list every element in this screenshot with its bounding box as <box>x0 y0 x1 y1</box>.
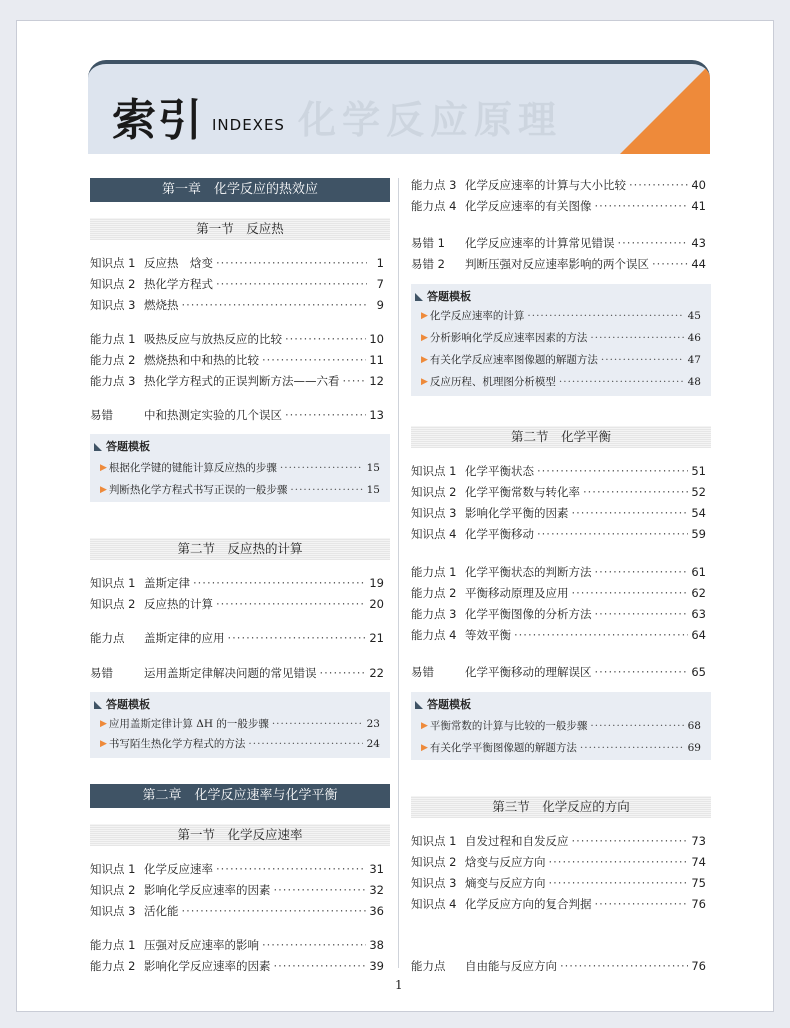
entry-title: 化学平衡状态的判断方法 <box>465 565 592 579</box>
entry-label: 能力点 <box>90 631 125 645</box>
toc-entry[interactable] <box>90 353 384 367</box>
entry-label: 知识点 4 <box>411 527 457 541</box>
toc-entry[interactable] <box>90 904 384 918</box>
template-entry[interactable] <box>100 484 380 497</box>
chapter-1-heading: 第一章 化学反应的热效应 <box>90 178 390 202</box>
template-page: 24 <box>366 738 380 750</box>
column-divider <box>398 178 399 968</box>
entry-title: 化学平衡常数与转化率 <box>465 485 580 499</box>
template-page: 47 <box>687 354 701 366</box>
page-title: 索引 <box>112 95 204 146</box>
template-entry[interactable] <box>100 738 380 751</box>
answer-template-heading: 答题模板 <box>415 696 471 712</box>
page-number: 1 <box>395 978 403 992</box>
entry-label: 知识点 2 <box>90 883 136 897</box>
entry-page: 11 <box>369 353 384 367</box>
template-title: 平衡常数的计算与比较的一般步骤 <box>429 720 588 732</box>
entry-title: 燃烧热 <box>144 298 179 312</box>
answer-template-heading: 答题模板 <box>415 288 471 304</box>
entry-page: 51 <box>691 464 706 478</box>
entry-label: 能力点 3 <box>90 374 136 388</box>
entry-title: 盖斯定律的应用 <box>144 631 225 645</box>
template-entry[interactable] <box>100 462 380 475</box>
entry-label: 能力点 4 <box>411 199 457 213</box>
entry-label: 能力点 1 <box>90 332 136 346</box>
toc-entry[interactable] <box>411 876 706 890</box>
arrow-icon: ▶ <box>100 485 107 495</box>
ch1-section-2-heading: 第二节 反应热的计算 <box>90 538 390 560</box>
ch2-section-2-heading: 第二节 化学平衡 <box>411 426 711 448</box>
entry-page: 21 <box>369 631 384 645</box>
entry-page: 31 <box>369 862 384 876</box>
entry-label: 能力点 2 <box>411 586 457 600</box>
entry-title: 化学反应速率的有关图像 <box>465 199 592 213</box>
ch2-section-1-heading: 第一节 化学反应速率 <box>90 824 390 846</box>
arrow-icon: ▶ <box>100 739 107 749</box>
entry-title: 化学平衡图像的分析方法 <box>465 607 592 621</box>
template-entry[interactable] <box>421 332 701 345</box>
toc-entry[interactable] <box>90 277 384 291</box>
arrow-icon: ▶ <box>421 333 428 343</box>
toc-entry[interactable] <box>411 665 706 679</box>
index-banner <box>88 60 710 154</box>
entry-page: 61 <box>691 565 706 579</box>
toc-entry[interactable] <box>411 464 706 478</box>
entry-title: 化学平衡移动 <box>465 527 534 541</box>
entry-page: 7 <box>376 277 384 291</box>
entry-label: 能力点 <box>411 959 446 973</box>
page-subtitle: INDEXES <box>212 116 285 134</box>
entry-page: 63 <box>691 607 706 621</box>
toc-entry[interactable] <box>411 897 706 911</box>
template-page: 45 <box>687 310 701 322</box>
entry-page: 59 <box>691 527 706 541</box>
entry-title: 活化能 <box>144 904 179 918</box>
toc-entry[interactable] <box>411 565 706 579</box>
template-marker-icon <box>415 701 423 709</box>
toc-entry[interactable] <box>90 374 384 388</box>
toc-entry[interactable] <box>411 199 706 213</box>
toc-entry[interactable] <box>90 862 384 876</box>
template-entry[interactable] <box>421 720 701 733</box>
entry-label: 知识点 4 <box>411 897 457 911</box>
entry-page: 73 <box>691 834 706 848</box>
banner-watermark-text: 化学反应原理 <box>298 98 563 142</box>
entry-page: 10 <box>369 332 384 346</box>
toc-entry[interactable] <box>411 855 706 869</box>
entry-label: 知识点 2 <box>90 277 136 291</box>
entry-page: 52 <box>691 485 706 499</box>
entry-title: 熵变与反应方向 <box>465 876 546 890</box>
entry-title: 自由能与反应方向 <box>465 959 557 973</box>
entry-page: 38 <box>369 938 384 952</box>
toc-entry[interactable] <box>411 506 706 520</box>
entry-label: 知识点 1 <box>90 576 136 590</box>
template-page: 15 <box>366 484 380 496</box>
ch1-section-1-heading: 第一节 反应热 <box>90 218 390 240</box>
entry-page: 44 <box>691 257 706 271</box>
entry-page: 40 <box>691 178 706 192</box>
entry-label: 易错 <box>90 408 113 422</box>
entry-label: 能力点 1 <box>411 565 457 579</box>
answer-template-heading: 答题模板 <box>94 696 150 712</box>
template-title: 反应历程、机理图分析模型 <box>429 376 556 388</box>
entry-label: 知识点 2 <box>411 485 457 499</box>
toc-entry[interactable] <box>411 607 706 621</box>
entry-page: 1 <box>376 256 384 270</box>
entry-title: 影响化学反应速率的因素 <box>144 959 271 973</box>
template-entry[interactable] <box>421 310 701 323</box>
arrow-icon: ▶ <box>421 721 428 731</box>
entry-title: 影响化学平衡的因素 <box>465 506 569 520</box>
entry-title: 化学反应速率的计算常见错误 <box>465 236 615 250</box>
toc-entry[interactable] <box>90 256 384 270</box>
entry-label: 知识点 1 <box>411 464 457 478</box>
toc-entry[interactable] <box>90 959 384 973</box>
entry-label: 知识点 1 <box>90 256 136 270</box>
toc-entry[interactable] <box>90 332 384 346</box>
entry-label: 易错 2 <box>411 257 445 271</box>
entry-page: 12 <box>369 374 384 388</box>
template-marker-icon <box>94 701 102 709</box>
toc-entry[interactable] <box>411 834 706 848</box>
entry-label: 能力点 2 <box>90 959 136 973</box>
template-title: 书写陌生热化学方程式的方法 <box>108 738 246 750</box>
entry-page: 76 <box>691 959 706 973</box>
entry-page: 75 <box>691 876 706 890</box>
entry-title: 自发过程和自发反应 <box>465 834 569 848</box>
toc-entry[interactable] <box>411 257 706 271</box>
arrow-icon: ▶ <box>421 743 428 753</box>
entry-page: 9 <box>376 298 384 312</box>
template-page: 15 <box>366 462 380 474</box>
template-title: 应用盖斯定律计算 ΔH 的一般步骤 <box>108 718 269 730</box>
entry-page: 13 <box>369 408 384 422</box>
entry-label: 易错 <box>90 666 113 680</box>
template-entry[interactable] <box>100 718 380 731</box>
toc-entry[interactable] <box>90 666 384 680</box>
entry-label: 知识点 3 <box>411 876 457 890</box>
entry-label: 能力点 3 <box>411 178 457 192</box>
template-title: 化学反应速率的计算 <box>429 310 525 322</box>
entry-label: 知识点 3 <box>90 904 136 918</box>
entry-page: 76 <box>691 897 706 911</box>
entry-label: 易错 1 <box>411 236 445 250</box>
toc-entry[interactable] <box>411 586 706 600</box>
entry-page: 43 <box>691 236 706 250</box>
arrow-icon: ▶ <box>421 311 428 321</box>
entry-title: 反应热 焓变 <box>144 256 213 270</box>
entry-title: 化学反应方向的复合判据 <box>465 897 592 911</box>
toc-entry[interactable] <box>411 236 706 250</box>
template-title: 有关化学平衡图像题的解题方法 <box>429 742 577 754</box>
toc-entry[interactable] <box>90 576 384 590</box>
toc-entry[interactable] <box>411 527 706 541</box>
answer-template-heading: 答题模板 <box>94 438 150 454</box>
entry-title: 反应热的计算 <box>144 597 213 611</box>
template-entry[interactable] <box>421 354 701 367</box>
entry-title: 压强对反应速率的影响 <box>144 938 259 952</box>
entry-label: 知识点 3 <box>90 298 136 312</box>
entry-label: 能力点 1 <box>90 938 136 952</box>
entry-title: 判断压强对反应速率影响的两个误区 <box>465 257 649 271</box>
template-title: 分析影响化学反应速率因素的方法 <box>429 332 588 344</box>
entry-page: 62 <box>691 586 706 600</box>
toc-entry[interactable] <box>411 628 706 642</box>
template-title: 判断热化学方程式书写正误的一般步骤 <box>108 484 288 496</box>
entry-label: 知识点 2 <box>411 855 457 869</box>
entry-title: 等效平衡 <box>465 628 511 642</box>
toc-entry[interactable] <box>411 959 706 973</box>
ch2-section-3-heading: 第三节 化学反应的方向 <box>411 796 711 818</box>
entry-title: 化学反应速率的计算与大小比较 <box>465 178 626 192</box>
entry-label: 知识点 2 <box>90 597 136 611</box>
entry-page: 19 <box>369 576 384 590</box>
entry-label: 易错 <box>411 665 434 679</box>
template-title: 有关化学反应速率图像题的解题方法 <box>429 354 598 366</box>
arrow-icon: ▶ <box>100 463 107 473</box>
entry-title: 运用盖斯定律解决问题的常见错误 <box>144 666 317 680</box>
entry-title: 吸热反应与放热反应的比较 <box>144 332 282 346</box>
template-page: 68 <box>687 720 701 732</box>
entry-page: 54 <box>691 506 706 520</box>
entry-page: 32 <box>369 883 384 897</box>
entry-page: 36 <box>369 904 384 918</box>
toc-entry[interactable] <box>90 883 384 897</box>
entry-title: 中和热测定实验的几个误区 <box>144 408 282 422</box>
toc-entry[interactable] <box>90 597 384 611</box>
entry-page: 65 <box>691 665 706 679</box>
entry-title: 盖斯定律 <box>144 576 190 590</box>
entry-title: 焓变与反应方向 <box>465 855 546 869</box>
entry-page: 74 <box>691 855 706 869</box>
entry-page: 22 <box>369 666 384 680</box>
entry-label: 能力点 3 <box>411 607 457 621</box>
template-marker-icon <box>94 443 102 451</box>
toc-entry[interactable] <box>90 938 384 952</box>
toc-entry[interactable] <box>90 298 384 312</box>
entry-label: 能力点 4 <box>411 628 457 642</box>
template-page: 46 <box>687 332 701 344</box>
template-marker-icon <box>415 293 423 301</box>
entry-title: 影响化学反应速率的因素 <box>144 883 271 897</box>
entry-label: 知识点 3 <box>411 506 457 520</box>
template-title: 根据化学键的键能计算反应热的步骤 <box>108 462 277 474</box>
entry-title: 热化学方程式的正误判断方法——六看 <box>144 374 340 388</box>
entry-label: 知识点 1 <box>411 834 457 848</box>
entry-label: 能力点 2 <box>90 353 136 367</box>
entry-page: 64 <box>691 628 706 642</box>
entry-title: 燃烧热和中和热的比较 <box>144 353 259 367</box>
entry-page: 39 <box>369 959 384 973</box>
template-page: 48 <box>687 376 701 388</box>
entry-page: 20 <box>369 597 384 611</box>
entry-label: 知识点 1 <box>90 862 136 876</box>
entry-title: 平衡移动原理及应用 <box>465 586 569 600</box>
arrow-icon: ▶ <box>100 719 107 729</box>
template-page: 69 <box>687 742 701 754</box>
arrow-icon: ▶ <box>421 355 428 365</box>
template-entry[interactable] <box>421 376 701 389</box>
toc-entry[interactable] <box>90 631 384 645</box>
orange-corner-decoration <box>620 64 710 154</box>
toc-entry[interactable] <box>90 408 384 422</box>
entry-title: 化学平衡状态 <box>465 464 534 478</box>
entry-title: 化学反应速率 <box>144 862 213 876</box>
arrow-icon: ▶ <box>421 377 428 387</box>
entry-title: 化学平衡移动的理解误区 <box>465 665 592 679</box>
template-page: 23 <box>366 718 380 730</box>
entry-page: 41 <box>691 199 706 213</box>
chapter-2-heading: 第二章 化学反应速率与化学平衡 <box>90 784 390 808</box>
toc-entry[interactable] <box>411 485 706 499</box>
entry-title: 热化学方程式 <box>144 277 213 291</box>
toc-entry[interactable] <box>411 178 706 192</box>
template-entry[interactable] <box>421 742 701 755</box>
